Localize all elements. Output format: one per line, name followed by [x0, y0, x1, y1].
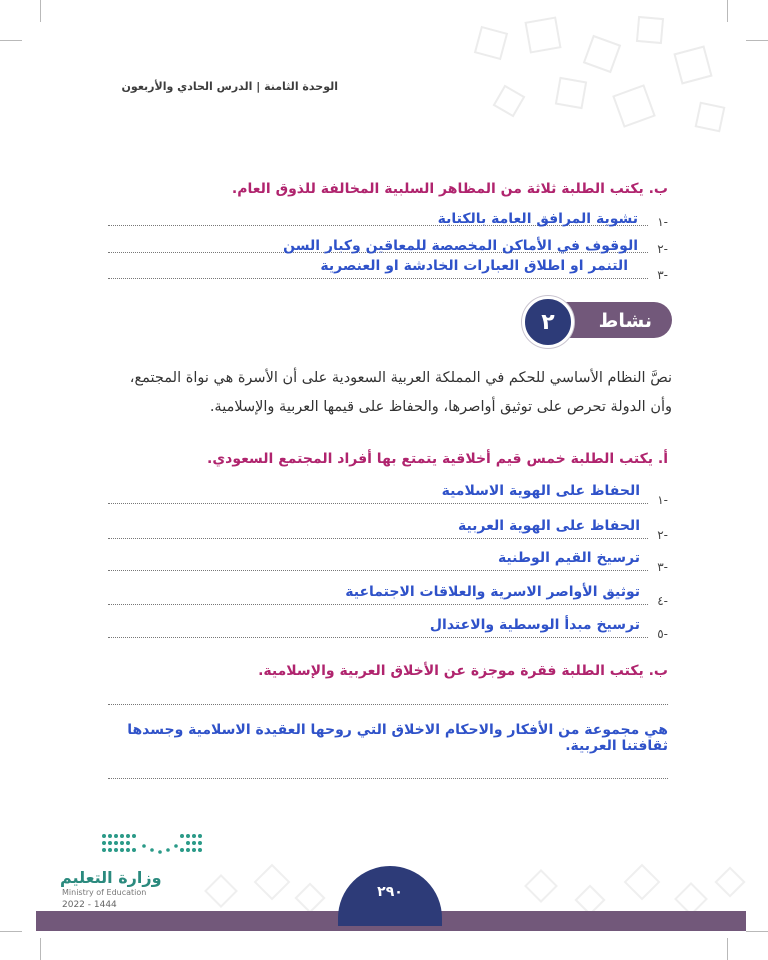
- answer-line-a-1[interactable]: [108, 483, 668, 507]
- answer-text: الوقوف في الأماكن المخصصة للمعاقين وكبار السن: [283, 238, 638, 254]
- crop-mark-top-left: [40, 0, 41, 22]
- crop-mark-top-right-h: [746, 40, 768, 41]
- crop-mark-bottom-right: [727, 938, 728, 960]
- dotted-line: [108, 278, 648, 279]
- crop-mark-bottom-left-h: [0, 931, 22, 932]
- answer-line-b1-2[interactable]: [108, 232, 668, 256]
- unit-lesson-header: الوحدة الثامنة | الدرس الحادي والأربعون: [121, 80, 338, 93]
- line-number: -٥: [657, 627, 668, 641]
- dotted-line: [108, 604, 648, 605]
- page-number: ٢٩٠: [377, 884, 403, 900]
- line-number: -٢: [657, 242, 668, 256]
- question-b2-title: ب. يكتب الطلبة فقرة موجزة عن الأخلاق العربية والإسلامية.: [258, 663, 668, 679]
- crop-mark-bottom-left: [40, 938, 41, 960]
- logo-dots-icon: [100, 830, 210, 870]
- dotted-line: [108, 704, 668, 705]
- question-a-title: أ. يكتب الطلبة خمس قيم أخلاقية يتمتع بها أفراد المجتمع السعودي.: [207, 451, 668, 467]
- line-number: -٢: [657, 528, 668, 542]
- answer-line-b2-2[interactable]: [108, 758, 668, 782]
- answer-text: ترسيخ مبدأ الوسطية والاعتدال: [429, 617, 640, 633]
- dotted-line: [108, 637, 648, 638]
- answer-text: ترسيخ القيم الوطنية: [497, 550, 640, 566]
- line-number: -١: [657, 493, 668, 507]
- answer-line-a-5[interactable]: [108, 617, 668, 641]
- dotted-line: [108, 778, 668, 779]
- dotted-line: [108, 570, 648, 571]
- activity-label: نشاط: [598, 310, 652, 332]
- paragraph-answer: هي مجموعة من الأفكار والاحكام الاخلاق التي روحها العقيدة الاسلامية وجسدها ثقافتنا العربية.: [127, 722, 668, 754]
- intro-paragraph-line-2: وأن الدولة تحرص على توثيق أواصرها، والحفاظ على قيمها العربية والإسلامية.: [209, 399, 672, 415]
- crop-mark-bottom-right-h: [746, 931, 768, 932]
- dotted-line: [108, 503, 648, 504]
- answer-line-a-2[interactable]: [108, 518, 668, 542]
- line-number: -١: [657, 215, 668, 229]
- logo-arabic-text: وزارة التعليم: [60, 868, 162, 887]
- answer-line-b2-1[interactable]: [108, 684, 668, 708]
- answer-text: الحفاظ على الهوية الاسلامية: [441, 483, 640, 499]
- line-number: -٣: [657, 560, 668, 574]
- dotted-line: [108, 538, 648, 539]
- logo-english-text: Ministry of Education: [62, 888, 147, 897]
- ministry-logo: [60, 830, 200, 910]
- crop-mark-top-left-h: [0, 40, 22, 41]
- answer-text: التنمر او اطلاق العبارات الخادشة او العنصرية: [320, 258, 628, 274]
- decorative-squares: [438, 10, 738, 140]
- intro-paragraph-line-1: نصَّ النظام الأساسي للحكم في المملكة العربية السعودية على أن الأسرة هي نواة المجتمع،: [129, 370, 672, 386]
- answer-line-a-4[interactable]: [108, 584, 668, 608]
- answer-text: توثيق الأواصر الاسرية والعلاقات الاجتماعية: [345, 584, 640, 600]
- answer-line-a-3[interactable]: [108, 550, 668, 574]
- answer-line-b1-1[interactable]: [108, 205, 668, 229]
- line-number: -٣: [657, 268, 668, 282]
- question-b1-title: ب. يكتب الطلبة ثلاثة من المظاهر السلبية المخالفة للذوق العام.: [231, 181, 668, 197]
- logo-year-text: 2022 - 1444: [62, 900, 117, 910]
- answer-text: تشوية المرافق العامة بالكتابة: [437, 211, 638, 227]
- answer-line-b1-3[interactable]: [108, 258, 668, 282]
- activity-badge: [522, 296, 672, 344]
- activity-number: ٢: [522, 296, 574, 348]
- answer-text: الحفاظ على الهوية العربية: [457, 518, 640, 534]
- line-number: -٤: [657, 594, 668, 608]
